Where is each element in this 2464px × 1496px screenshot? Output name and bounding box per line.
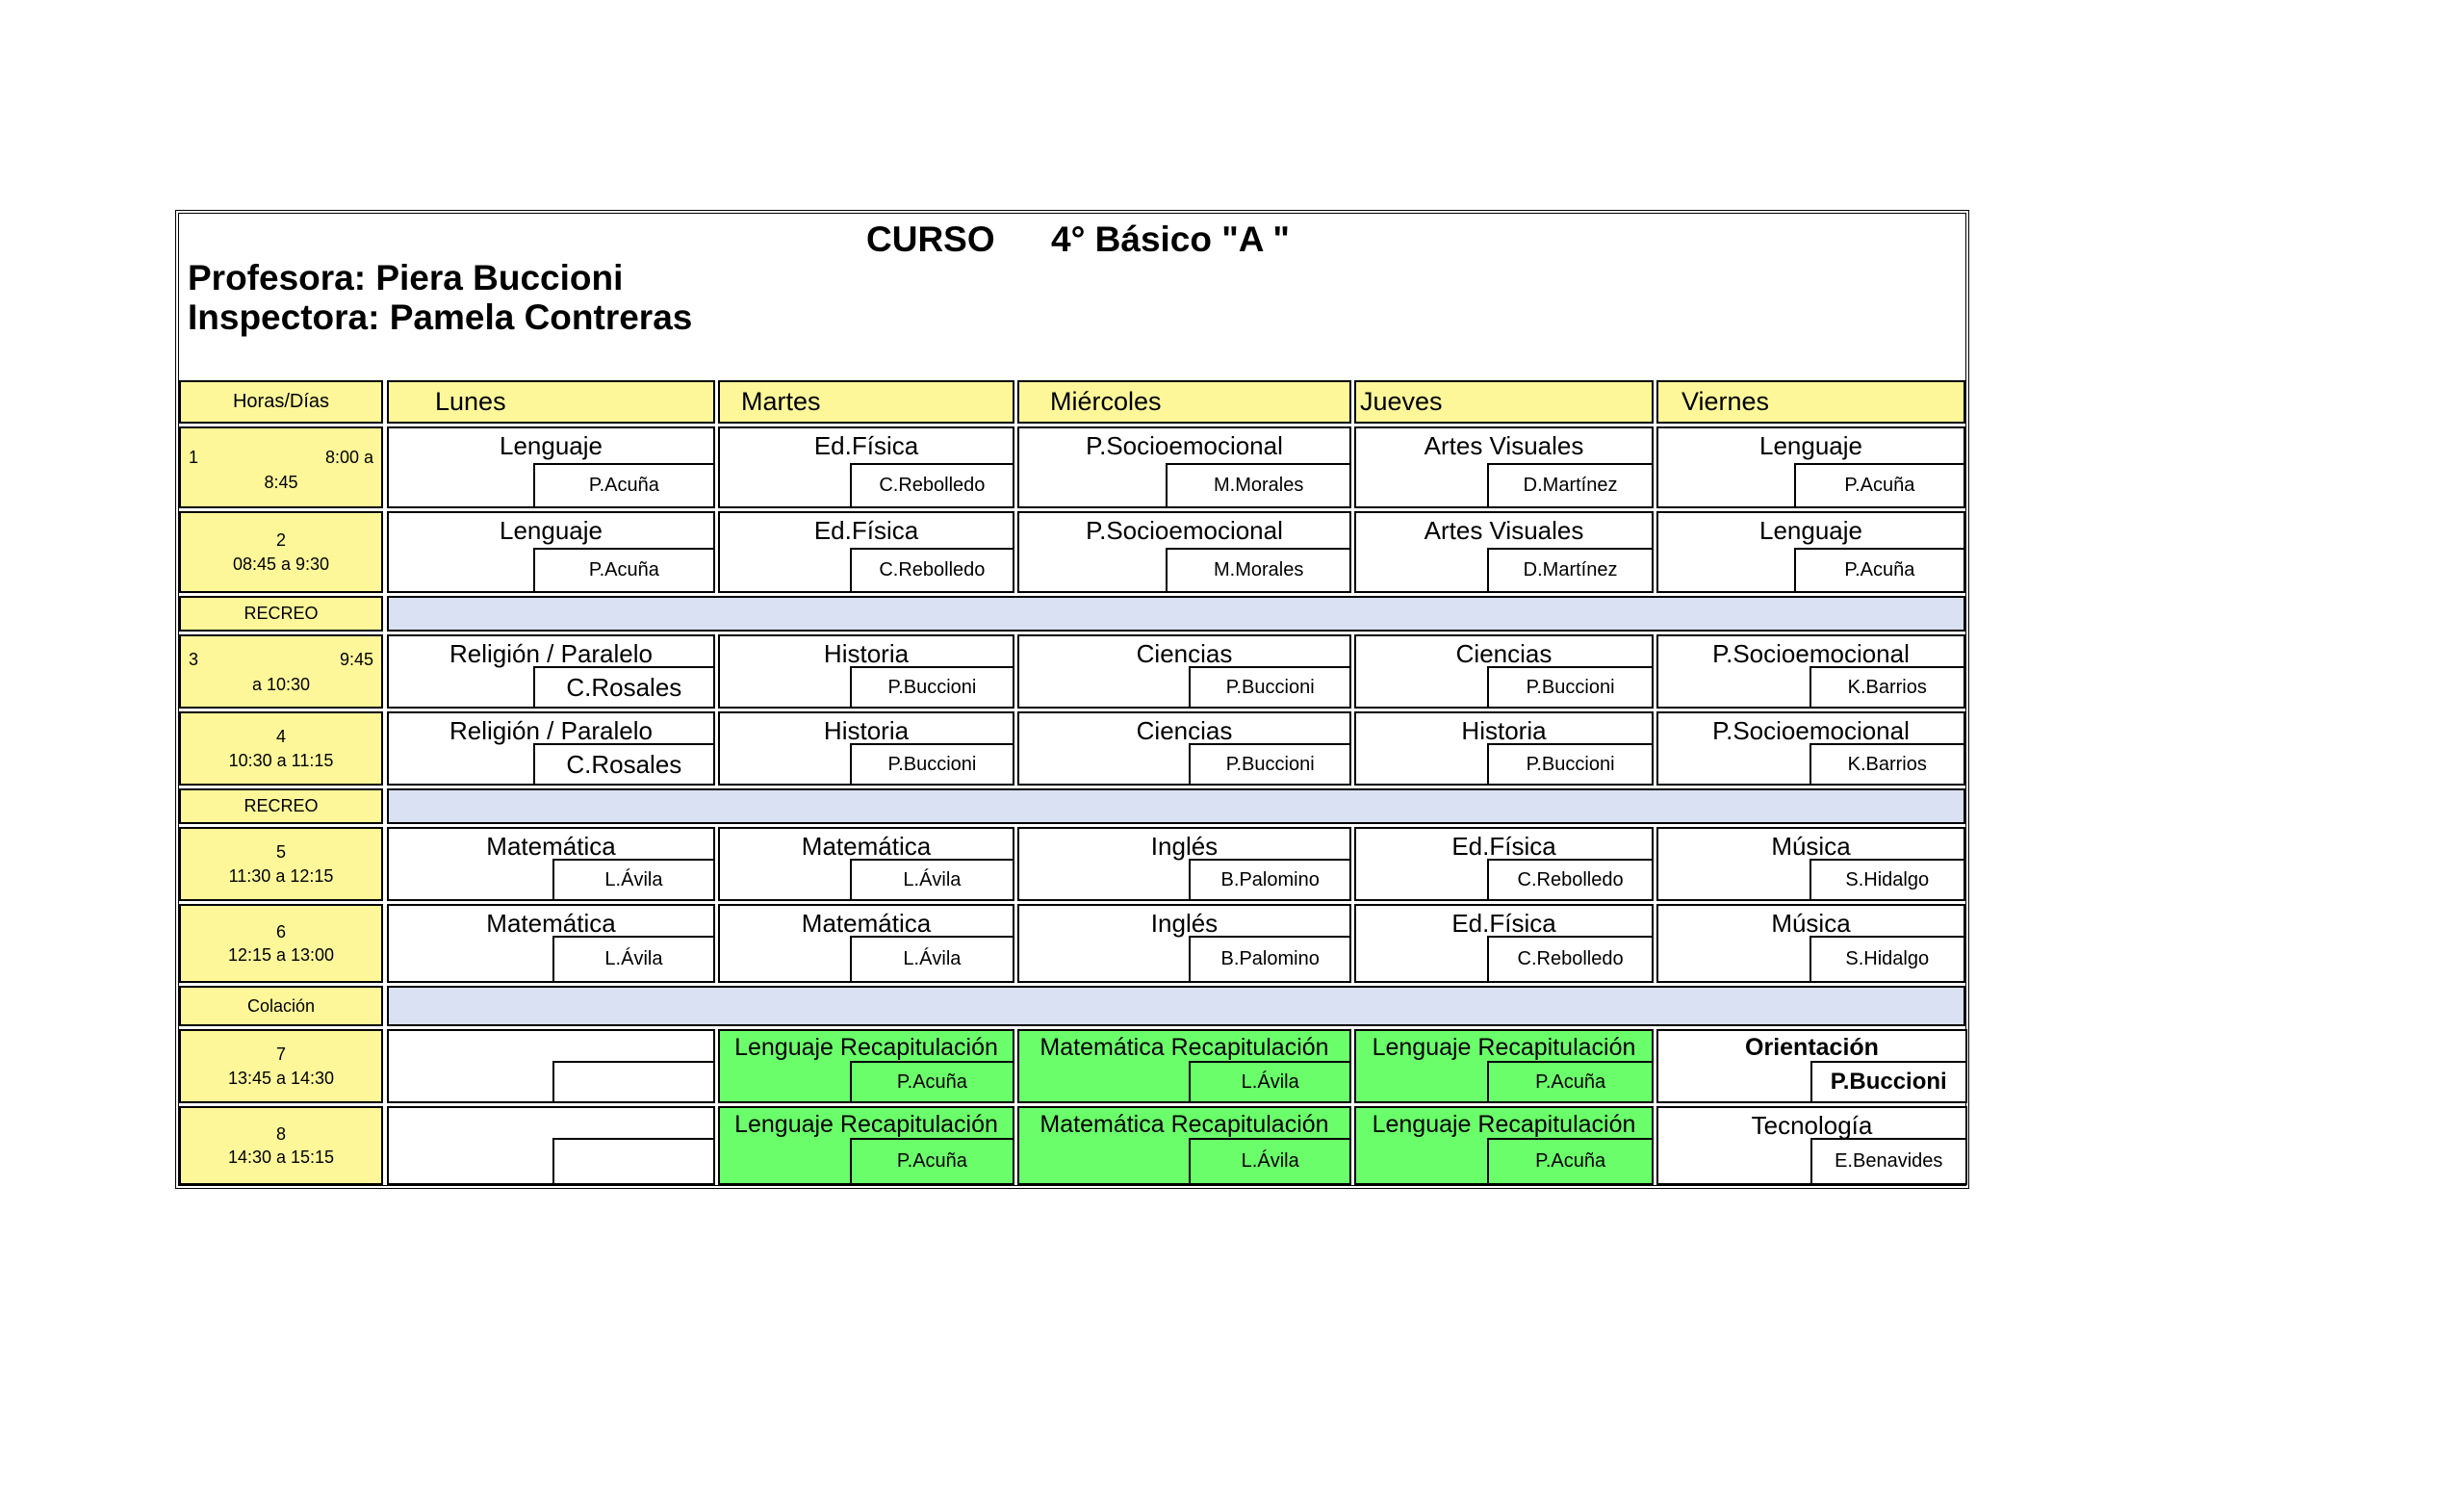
curso-label: CURSO xyxy=(866,219,995,259)
class-cell: P.Socioemocional K.Barrios xyxy=(1656,634,1965,709)
class-cell: Religión / Paralelo C.Rosales xyxy=(387,711,715,786)
hour-6: 6 12:15 a 13:00 xyxy=(179,904,383,983)
profesora-line: Profesora: Piera Buccioni xyxy=(188,258,624,297)
class-cell: Lenguaje P.Acuña xyxy=(387,426,715,508)
class-cell: Inglés B.Palomino xyxy=(1017,827,1351,901)
class-cell: Lenguaje P.Acuña xyxy=(1656,511,1965,593)
class-cell: Inglés B.Palomino xyxy=(1017,904,1351,983)
class-cell: Tecnología E.Benavides xyxy=(1656,1106,1967,1185)
colacion-label: Colación xyxy=(179,986,383,1026)
hour-2: 2 08:45 a 9:30 xyxy=(179,511,383,593)
class-cell-empty xyxy=(387,1106,715,1185)
class-cell-empty xyxy=(387,1029,715,1103)
schedule-sheet xyxy=(175,210,1969,1189)
class-cell-recap: Lenguaje Recapitulación P.Acuña xyxy=(718,1029,1014,1103)
class-cell: Matemática L.Ávila xyxy=(387,827,715,901)
header-jueves: Jueves xyxy=(1354,380,1654,424)
class-cell-recap: Lenguaje Recapitulación P.Acuña xyxy=(718,1106,1014,1185)
class-cell-recap: Lenguaje Recapitulación P.Acuña xyxy=(1354,1106,1654,1185)
class-cell: Religión / Paralelo C.Rosales xyxy=(387,634,715,709)
class-cell: P.Socioemocional K.Barrios xyxy=(1656,711,1965,786)
hour-3: 3 9:45 a 10:30 xyxy=(179,634,383,709)
class-cell: Lenguaje P.Acuña xyxy=(1656,426,1965,508)
header-miercoles: Miércoles xyxy=(1017,380,1351,424)
class-cell: Ed.Física C.Rebolledo xyxy=(718,426,1014,508)
recreo-label-1: RECREO xyxy=(179,596,383,632)
class-cell: Ciencias P.Buccioni xyxy=(1017,634,1351,709)
class-cell: Historia P.Buccioni xyxy=(718,634,1014,709)
class-cell: Ciencias P.Buccioni xyxy=(1354,634,1654,709)
header-lunes: Lunes xyxy=(387,380,715,424)
class-cell: Lenguaje P.Acuña xyxy=(387,511,715,593)
inspectora-line: Inspectora: Pamela Contreras xyxy=(188,297,693,337)
hour-7: 7 13:45 a 14:30 xyxy=(179,1029,383,1103)
class-cell: Ed.Física C.Rebolledo xyxy=(1354,827,1654,901)
class-cell-recap: Matemática Recapitulación L.Ávila xyxy=(1017,1029,1351,1103)
class-cell: Orientación P.Buccioni xyxy=(1656,1029,1967,1103)
hour-1: 1 8:00 a 8:45 xyxy=(179,426,383,508)
recreo-band-2 xyxy=(387,788,1965,824)
hour-5: 5 11:30 a 12:15 xyxy=(179,827,383,901)
class-cell: Ciencias P.Buccioni xyxy=(1017,711,1351,786)
class-cell: Matemática L.Ávila xyxy=(387,904,715,983)
header-viernes: Viernes xyxy=(1656,380,1965,424)
class-cell: Música S.Hidalgo xyxy=(1656,827,1965,901)
recreo-band-1 xyxy=(387,596,1965,632)
curso-value: 4° Básico "A " xyxy=(1051,219,1290,259)
class-cell: Matemática L.Ávila xyxy=(718,827,1014,901)
hour-4: 4 10:30 a 11:15 xyxy=(179,711,383,786)
recreo-label-2: RECREO xyxy=(179,788,383,824)
header-hours-days: Horas/Días xyxy=(179,380,383,424)
class-cell: Ed.Física C.Rebolledo xyxy=(1354,904,1654,983)
class-cell: Artes Visuales D.Martínez xyxy=(1354,426,1654,508)
class-cell: Matemática L.Ávila xyxy=(718,904,1014,983)
class-cell-recap: Lenguaje Recapitulación P.Acuña xyxy=(1354,1029,1654,1103)
class-cell: Artes Visuales D.Martínez xyxy=(1354,511,1654,593)
class-cell: P.Socioemocional M.Morales xyxy=(1017,426,1351,508)
colacion-band xyxy=(387,986,1965,1026)
class-cell: Música S.Hidalgo xyxy=(1656,904,1965,983)
class-cell: Ed.Física C.Rebolledo xyxy=(718,511,1014,593)
class-cell-recap: Matemática Recapitulación L.Ávila xyxy=(1017,1106,1351,1185)
hour-8: 8 14:30 a 15:15 xyxy=(179,1106,383,1185)
class-cell: Historia P.Buccioni xyxy=(1354,711,1654,786)
header-martes: Martes xyxy=(718,380,1014,424)
class-cell: Historia P.Buccioni xyxy=(718,711,1014,786)
class-cell: P.Socioemocional M.Morales xyxy=(1017,511,1351,593)
